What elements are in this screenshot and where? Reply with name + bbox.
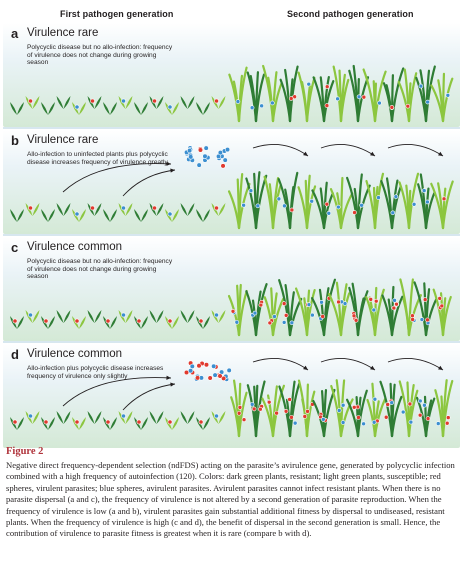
virulent-spore [306,409,310,413]
arrow-head [170,382,175,386]
panel-letter: b [11,133,19,148]
seedling [181,96,195,109]
seedling [181,310,195,323]
virulent-spore [13,420,17,424]
avirulent-spore [223,158,228,163]
virulent-spore [374,299,378,303]
grown-plant [313,390,334,436]
avirulent-spore [203,154,208,159]
avirulent-spore [310,313,314,317]
panel-divider [3,234,460,236]
virulent-spore [325,104,329,108]
virulent-spore [28,206,32,210]
seedling [72,102,86,115]
avirulent-spore [307,303,311,307]
panel-description: Allo-infection plus polycyclic disease increases frequency of virulence only slightly [27,365,164,380]
seedling [165,316,179,329]
seedling [88,203,102,216]
seedling [181,411,195,424]
virulent-spore [275,411,279,415]
virulent-spore [418,413,422,417]
avirulent-spore [446,93,450,97]
virulent-spore [394,302,398,306]
avirulent-spore [188,368,193,373]
seedling [103,417,117,430]
virulent-spore [425,318,429,322]
avirulent-spore [260,104,264,108]
avirulent-spore [341,420,345,424]
avirulent-spore [75,212,79,216]
virulent-spore [440,304,444,308]
seedling [196,102,210,115]
avirulent-spore [418,399,422,403]
avirulent-spore [121,313,125,317]
virulent-spore [386,402,390,406]
seedling [150,96,164,109]
avirulent-spore [250,402,254,406]
grown-plant [246,172,266,228]
avirulent-spore [256,204,260,208]
avirulent-spore [214,414,218,418]
seedling [103,209,117,222]
dispersal-arrow [63,378,171,406]
seedling [196,417,210,430]
grown-plant [312,183,332,228]
virulent-spore [90,206,94,210]
seedling [26,310,40,323]
dispersal-arrow [253,358,308,370]
virulent-spore [214,206,218,210]
grown-plant [279,173,298,228]
virulent-spore [168,319,172,323]
avirulent-spore [360,203,364,207]
virulent-spore [238,405,242,409]
dispersal-arrow [388,144,443,156]
panel-divider [3,341,460,343]
grown-plant [334,67,349,121]
avirulent-spore [290,321,294,325]
avirulent-spore [391,211,395,215]
avirulent-spore [327,211,331,215]
seedling [212,411,226,424]
virulent-spore [214,99,218,103]
seedling [212,203,226,216]
virulent-spore [259,303,263,307]
virulent-spore [137,420,141,424]
virulent-spore [384,415,388,419]
virulent-spore [438,296,442,300]
avirulent-spore [419,84,423,88]
avirulent-spore [282,320,286,324]
seedling [196,209,210,222]
virulent-spore [197,363,202,368]
virulent-spore [352,405,356,409]
seedling [165,209,179,222]
seedling [212,310,226,323]
avirulent-spore [436,422,440,426]
avirulent-spore [310,199,314,203]
seedling [26,203,40,216]
virulent-spore [423,298,427,302]
avirulent-spore [282,204,286,208]
avirulent-spore [401,410,405,414]
avirulent-spore [420,318,424,322]
grown-plant [416,67,435,121]
avirulent-spore [272,315,276,319]
avirulent-spore [168,212,172,216]
figure-caption: Negative direct frequency-dependent selection (ndFDS) acting on the parasite’s avirulence gene, generated by polycyclic infection combined with a high frequency of autoinfection (120). Colors: dark green plants, resistant; light green plants, susceptible; red spheres, virulent parasites; blue spheres, avirulent parasites. Avirulent parasites cannot infect resistant plants. When there is no parasite dispersal (a and c), the frequency of virulence is not altered by a second generation of parasite reproduction. When the frequency of virulence is low (a and b), virulent parasites gain substantial additional fitness by dispersal to undiseased, resistant plants. When the frequency of virulence is high (c and d), the benefit of dispersal in the second generation is small. Hence, the contribution of virulence to parasite fitness is greatest when it is rare (compare b with d). [6,460,455,539]
virulent-spore [252,407,256,411]
avirulent-spore [307,82,311,86]
grown-plant [383,287,403,335]
virulent-spore [75,420,79,424]
avirulent-spore [337,408,341,412]
seedling [88,96,102,109]
avirulent-spore [204,146,209,151]
arrow-head [303,366,308,370]
seedling [88,310,102,323]
virulent-spore [426,417,430,421]
seedling [57,310,71,323]
avirulent-spore [270,101,274,105]
seedling [26,411,40,424]
virulent-spore [208,376,213,381]
virulent-spore [106,319,110,323]
seedling [134,102,148,115]
virulent-spore [168,420,172,424]
panel-description: Polycyclic disease but no allo-infection: frequency of virulence does not change during growing season [27,44,173,67]
panel-a [3,23,460,127]
avirulent-spore [277,197,281,201]
grown-plant [314,77,334,121]
seedling [57,96,71,109]
avirulent-spore [214,313,218,317]
avirulent-spore [343,302,347,306]
virulent-spore [411,318,415,322]
avirulent-spore [293,421,297,425]
panel-title: Virulence rare [27,134,99,146]
virulent-spore [290,208,294,212]
virulent-spore [352,314,356,318]
virulent-spore [258,407,262,411]
grown-plant [400,279,421,335]
seedling [10,102,24,115]
virulent-spore [198,148,203,153]
seedling [72,316,86,329]
virulent-spore [353,211,357,215]
panel-d [3,344,460,448]
avirulent-spore [376,196,380,200]
avirulent-spore [253,311,257,315]
panel-b [3,130,460,234]
panel-c [3,237,460,341]
seedling [103,102,117,115]
seedling [41,102,55,115]
virulent-spore [362,95,366,99]
grown-plant [349,284,367,335]
virulent-spore [152,206,156,210]
panel-description: Allo-infection to uninfected plants plus polycyclic disease increases frequency of virulence greatly [27,151,168,166]
grown-plant [279,280,301,335]
panel-title: Virulence rare [27,27,99,39]
panel-divider [3,127,460,129]
avirulent-spore [409,420,413,424]
virulent-spore [321,315,325,319]
avirulent-spore [393,298,397,302]
avirulent-spore [211,364,216,369]
avirulent-spore [425,200,429,204]
avirulent-spore [250,106,254,110]
virulent-spore [199,420,203,424]
avirulent-spore [75,105,79,109]
grown-plant [265,177,281,228]
avirulent-spore [190,364,195,369]
avirulent-spore [336,97,340,101]
grown-plant [381,178,400,228]
seedling [41,316,55,329]
first-generation-header: First pathogen generation [60,9,174,19]
seedling [134,316,148,329]
avirulent-spore [390,401,394,405]
seedling [150,203,164,216]
avirulent-spore [412,202,416,206]
virulent-spore [44,319,48,323]
seedling [26,96,40,109]
avirulent-spore [336,205,340,209]
grown-plant [384,68,403,121]
virulent-spore [268,321,272,325]
seedling [150,310,164,323]
grown-plant [229,68,246,121]
avirulent-spore [320,300,324,304]
virulent-spore [204,362,209,367]
virulent-spore [446,416,450,420]
grown-plant [431,181,452,228]
virulent-spore [242,418,246,422]
seedling [57,203,71,216]
virulent-spore [13,319,17,323]
virulent-spore [354,318,358,322]
seedling [181,203,195,216]
avirulent-spore [249,189,253,193]
seedling [10,417,24,430]
avirulent-spore [197,163,202,168]
virulent-spore [445,421,449,425]
virulent-spore [267,400,271,404]
seedling [72,417,86,430]
arrow-head [170,168,175,172]
virulent-spore [195,376,200,381]
virulent-spore [337,300,341,304]
panel-letter: a [11,26,19,41]
seedling [119,411,133,424]
avirulent-spore [225,147,230,152]
virulent-spore [284,409,288,413]
seedling [119,96,133,109]
virulent-spore [325,202,329,206]
virulent-spore [75,319,79,323]
seedling [196,316,210,329]
grown-plant [331,380,352,436]
grown-plant [364,70,386,121]
seedling [119,203,133,216]
virulent-spore [408,402,412,406]
panel-description: Polycyclic disease but no allo-infection: frequency of virulence does not change during growing season [27,258,173,281]
grown-plant [312,280,335,335]
avirulent-spore [372,308,376,312]
panel-letter: d [11,347,19,362]
avirulent-spore [235,320,239,324]
grown-plant [435,380,452,436]
figure-label: Figure 2 [6,446,44,457]
seedling [165,102,179,115]
second-generation-header: Second pathogen generation [287,9,414,19]
grown-plant [299,381,314,436]
dispersal-arrow [388,358,443,370]
avirulent-spore [321,417,325,421]
virulent-spore [137,319,141,323]
seedling [119,310,133,323]
grown-plant [400,381,418,436]
avirulent-spore [227,368,232,373]
virulent-spore [44,420,48,424]
avirulent-spore [426,100,430,104]
grown-plant [296,289,315,335]
virulent-spore [282,302,286,306]
avirulent-spore [218,150,223,155]
dispersal-arrow [123,384,175,410]
virulent-spore [392,306,396,310]
avirulent-spore [168,105,172,109]
virulent-spore [28,99,32,103]
virulent-spore [410,314,414,318]
avirulent-spore [373,397,377,401]
panel-letter: c [11,240,19,255]
dispersal-arrow [253,144,308,156]
grown-plant [431,74,452,121]
dispersal-arrow [123,170,175,196]
avirulent-spore [422,403,426,407]
grown-plant [248,72,264,121]
avirulent-spore [28,414,32,418]
seedling [41,417,55,430]
grown-plant [246,284,266,335]
grown-plant [368,384,386,436]
panel-title: Virulence common [27,348,123,360]
seedling [212,96,226,109]
seedling [88,411,102,424]
virulent-spore [284,313,288,317]
seedling [150,411,164,424]
virulent-spore [303,414,307,418]
virulent-spore [237,411,241,415]
avirulent-spore [242,203,246,207]
grown-plant [281,67,298,121]
virulent-spore [390,105,394,109]
grown-plant [265,288,283,335]
avirulent-spore [121,414,125,418]
avirulent-spore [121,206,125,210]
virulent-spore [152,99,156,103]
virulent-spore [325,85,329,89]
virulent-spore [406,104,410,108]
grown-plant [400,174,418,228]
avirulent-spore [121,99,125,103]
grown-plant [380,382,401,436]
virulent-spore [199,319,203,323]
virulent-spore [369,297,373,301]
grown-plant [434,290,451,335]
dispersal-arrow [63,164,171,192]
virulent-spore [288,397,292,401]
virulent-spore [442,197,446,201]
avirulent-spore [188,155,193,160]
avirulent-spore [377,101,381,105]
avirulent-spore [236,100,240,104]
grown-plant [347,391,367,436]
virulent-spore [90,99,94,103]
grown-plant [263,66,281,121]
avirulent-spore [341,403,345,407]
virulent-spore [106,420,110,424]
seedling [134,417,148,430]
seedling [72,209,86,222]
avirulent-spore [187,148,192,153]
seedling [57,411,71,424]
virulent-spore [231,309,235,313]
grown-plant [299,73,315,121]
avirulent-spore [422,189,426,193]
seedling [103,316,117,329]
seedling [134,209,148,222]
virulent-spore [357,416,361,420]
dispersal-arrow [321,144,375,156]
virulent-spore [218,374,223,379]
seedling [165,417,179,430]
avirulent-spore [362,422,366,426]
avirulent-spore [357,95,361,99]
seedling [10,209,24,222]
virulent-spore [289,97,293,101]
avirulent-spore [372,420,376,424]
dispersal-arrow [321,358,375,370]
panel-title: Virulence common [27,241,123,253]
avirulent-spore [28,313,32,317]
virulent-spore [289,415,293,419]
arrow-head [303,152,308,156]
virulent-spore [221,164,226,169]
avirulent-spore [213,373,218,378]
avirulent-spore [394,195,398,199]
seedling [41,209,55,222]
seedling [10,316,24,329]
